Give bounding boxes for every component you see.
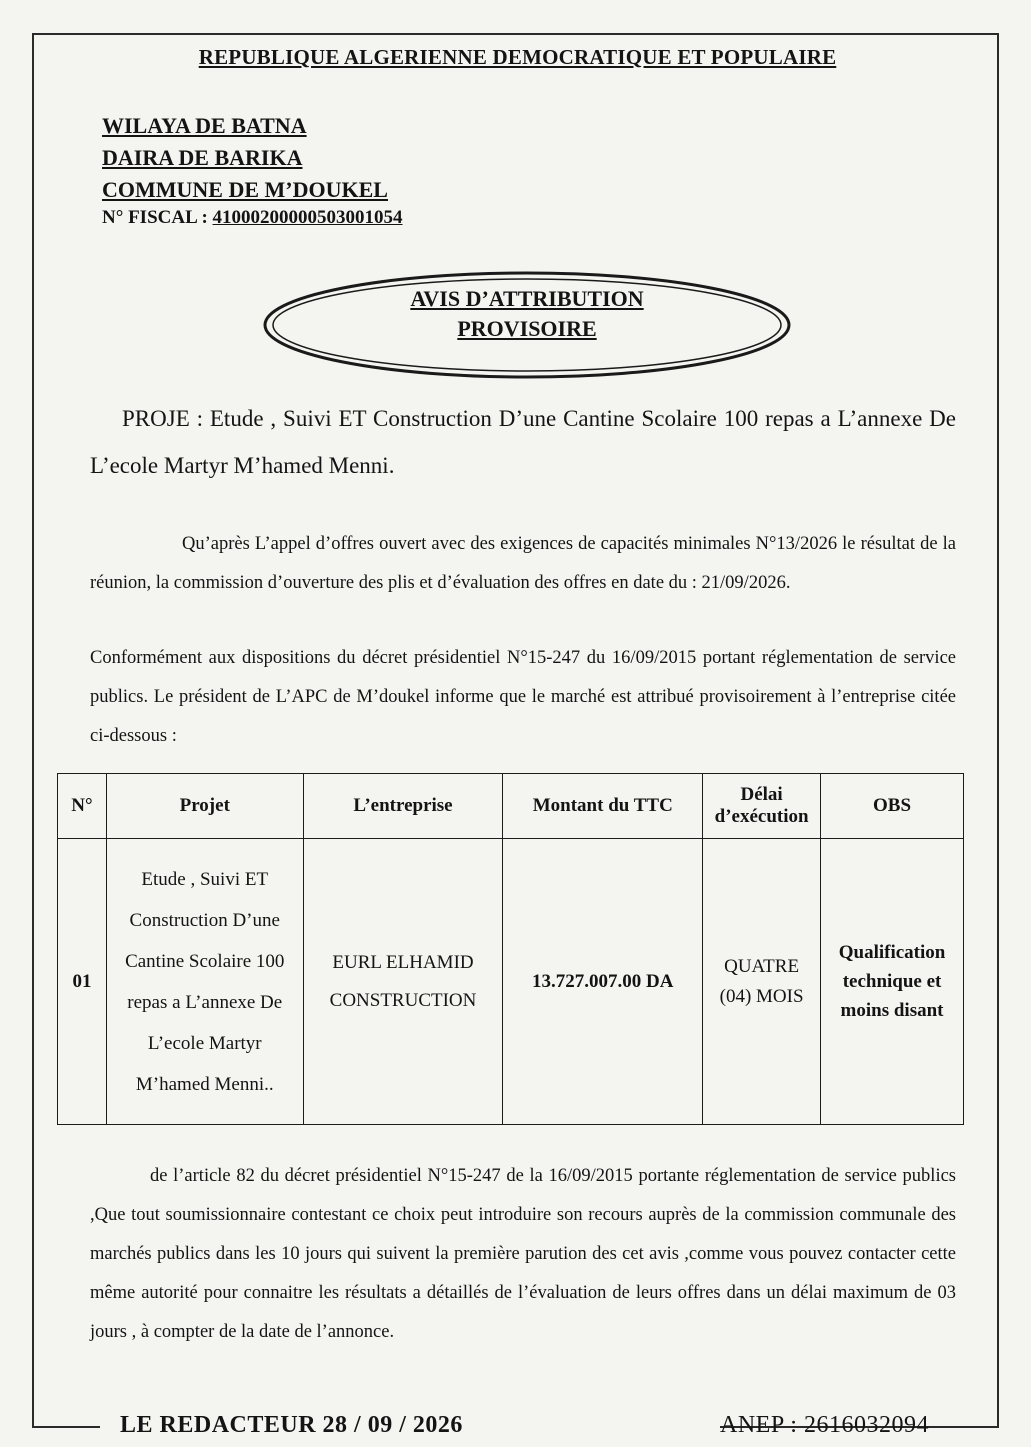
header-obs: OBS [821,774,964,839]
header-num: N° [58,774,107,839]
fiscal-number: 41000200000503001054 [212,207,403,228]
table-row [58,839,964,1125]
attribution-table [57,773,964,1125]
project-description: PROJE : Etude , Suivi ET Construction D’une Cantine Scolaire 100 repas a L’annexe De L’ecole Martyr M’hamed Menni. [90,406,956,478]
cell-delai: QUATRE (04) MOIS [703,839,821,1125]
daira-line: DAIRA DE BARIKA [102,145,303,170]
header-entreprise: L’entreprise [303,774,503,839]
table-header-row [58,774,964,839]
cell-num: 01 [58,839,107,1125]
appeal-paragraph: de l’article 82 du décret présidentiel N°15-247 de la 16/09/2015 portante réglementation de service publics ,Que tout soumissionnaire contestant ce choix peut introduire son recours auprès de la commission communale des marchés publics dans les 10 jours qui suivent la première parution des cet avis ,comme vous pouvez contacter cette même autorité pour connaitre les résultats a détaillés de l’évaluation de leurs offres dans un délai maximum de 03 jours , à compter de la date de l’annonce. [90,1166,956,1342]
cell-montant: 13.727.007.00 DA [503,839,703,1125]
footer-anep: ANEP : 2616032094 [720,1412,929,1438]
paragraph-decree: Conformément aux dispositions du décret présidentiel N°15-247 du 16/09/2015 portant réglementation de service publics. Le président de L’APC de M’doukel informe que le marché est attribué provisoirement à l’entreprise citée ci-dessous : [90,648,956,746]
notice-title-line2: PROVISOIRE [457,316,597,341]
notice-title [262,284,792,344]
header-delai: Délai d’exécution [703,774,821,839]
header-projet: Projet [106,774,303,839]
header-montant: Montant du TTC [503,774,703,839]
cell-entreprise: EURL ELHAMID CONSTRUCTION [303,839,503,1125]
title-oval [262,270,792,380]
wilaya-line: WILAYA DE BATNA [102,113,307,138]
fiscal-line [102,207,403,229]
fiscal-label: N° FISCAL : [102,207,213,228]
paragraph-tender: Qu’après L’appel d’offres ouvert avec des exigences de capacités minimales N°13/2026 le résultat de la réunion, la commission d’ouverture des plis et d’évaluation des offres en date du : 21/09/2026. [90,534,956,593]
cell-obs: Qualification technique et moins disant [821,839,964,1125]
notice-title-line1: AVIS D’ATTRIBUTION [410,286,644,311]
republic-heading: REPUBLIQUE ALGERIENNE DEMOCRATIQUE ET POPULAIRE [198,45,837,69]
commune-line: COMMUNE DE M’DOUKEL [102,177,388,202]
cell-projet: Etude , Suivi ET Construction D’une Cantine Scolaire 100 repas a L’annexe De L’ecole Martyr M’hamed Menni.. [106,839,303,1125]
footer-redacteur: LE REDACTEUR 28 / 09 / 2026 [120,1412,463,1438]
